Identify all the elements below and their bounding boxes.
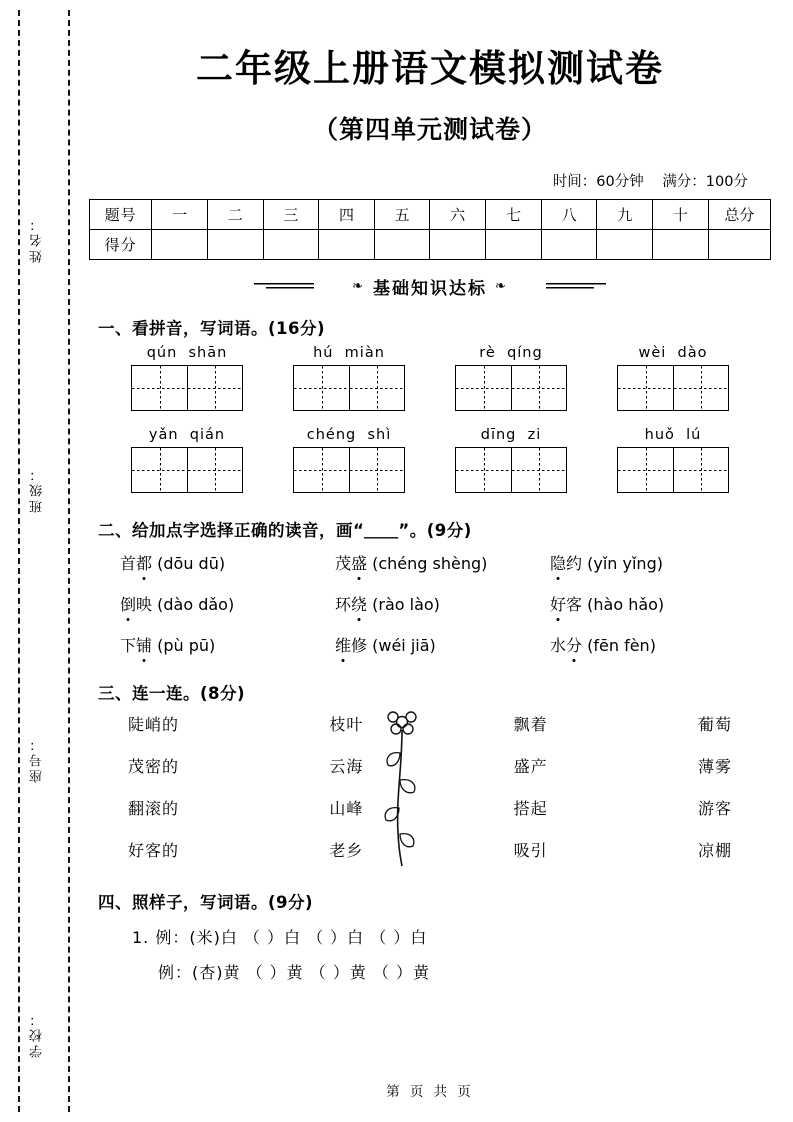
- q2-options: (chéng shèng): [372, 554, 488, 573]
- table-row: [90, 230, 771, 260]
- list-item[interactable]: 吸引: [513, 841, 548, 860]
- q2-choice-2[interactable]: [335, 551, 550, 574]
- q2-word: 水分: [550, 636, 582, 655]
- tianzige-box[interactable]: [617, 365, 729, 411]
- list-item[interactable]: 游客: [697, 799, 732, 818]
- q2-choice-7[interactable]: [120, 633, 335, 656]
- q2-word: 维修: [335, 636, 367, 655]
- score-cell-10[interactable]: [653, 230, 709, 260]
- score-table-col-9: 九: [597, 200, 653, 230]
- banner-deco-right-icon: [516, 282, 606, 291]
- binding-label-name: 姓名：: [30, 215, 45, 263]
- flower-decoration-icon: [372, 708, 432, 868]
- q2-choice-1[interactable]: [120, 551, 335, 574]
- question-3-heading: 三、连一连。(8分): [98, 684, 246, 703]
- pinyin-label: hú miàn: [313, 345, 385, 361]
- score-cell-4[interactable]: [319, 230, 375, 260]
- tianzige-box[interactable]: [293, 447, 405, 493]
- binding-label-seat: 座号：: [30, 735, 45, 783]
- binding-label-group: [22, 10, 66, 1112]
- list-item[interactable]: 陡峭的: [128, 715, 180, 734]
- q2-word: 倒映: [120, 595, 152, 614]
- q2-word: 首都: [120, 554, 152, 573]
- q2-choice-5[interactable]: [335, 592, 550, 615]
- pinyin-label: qún shān: [146, 345, 228, 361]
- tianzige-box[interactable]: [617, 447, 729, 493]
- q3-column-4: [698, 712, 732, 861]
- list-item[interactable]: 搭起: [513, 799, 548, 818]
- pinyin-label: rè qíng: [479, 345, 543, 361]
- score-table: [89, 199, 771, 260]
- score-table-col-5: 五: [374, 200, 430, 230]
- q3-column-2: [329, 712, 363, 861]
- tianzige-box[interactable]: [293, 365, 405, 411]
- banner-deco-left-icon: [254, 282, 344, 291]
- q3-column-1: [128, 712, 179, 861]
- q1-item-6: [293, 427, 405, 493]
- score-cell-1[interactable]: [152, 230, 208, 260]
- exam-page: [80, 0, 780, 1122]
- q4-example-line-1[interactable]: 1. 例：(米)白 （ ）白 （ ）白 （ ）白: [132, 928, 428, 947]
- list-item[interactable]: 飘着: [513, 715, 548, 734]
- q2-word: 茂盛: [335, 554, 367, 573]
- score-table-col-1: 一: [152, 200, 208, 230]
- score-table-col-6: 六: [430, 200, 486, 230]
- q1-item-5: [131, 427, 243, 493]
- score-table-col-2: 二: [207, 200, 263, 230]
- list-item[interactable]: 老乡: [329, 841, 364, 860]
- section-banner: [80, 274, 780, 299]
- full-score-label: 满分：100分: [662, 174, 748, 190]
- score-cell-6[interactable]: [430, 230, 486, 260]
- q1-item-3: [455, 345, 567, 411]
- score-table-col-8: 八: [541, 200, 597, 230]
- q2-options: (dào dǎo): [157, 595, 235, 614]
- score-cell-8[interactable]: [541, 230, 597, 260]
- tianzige-box[interactable]: [455, 365, 567, 411]
- score-table-row-label-score: 得分: [90, 230, 152, 260]
- list-item[interactable]: 云海: [329, 757, 364, 776]
- binding-label-school: 学校：: [30, 1010, 45, 1058]
- q2-word: 环绕: [335, 595, 367, 614]
- list-item[interactable]: 山峰: [329, 799, 364, 818]
- list-item[interactable]: 凉棚: [697, 841, 732, 860]
- table-row: [90, 200, 771, 230]
- q3-column-3: [514, 712, 548, 861]
- page-footer: 第 页 共 页: [386, 1084, 474, 1100]
- pinyin-label: huǒ lú: [644, 427, 702, 443]
- q2-choice-4[interactable]: [120, 592, 335, 615]
- q1-grid-row-1: [80, 345, 780, 411]
- score-table-col-total: 总分: [708, 200, 770, 230]
- q1-grid-row-2: [80, 427, 780, 493]
- list-item[interactable]: 葡萄: [697, 715, 732, 734]
- list-item[interactable]: 茂密的: [128, 757, 180, 776]
- q2-row-2: [120, 592, 780, 615]
- time-label: 时间：60分钟: [552, 174, 644, 190]
- tianzige-box[interactable]: [131, 365, 243, 411]
- leaf-right-icon: ❧: [495, 279, 508, 294]
- score-cell-2[interactable]: [207, 230, 263, 260]
- q4-example-line-2[interactable]: 例：(杏)黄 （ ）黄 （ ）黄 （ ）黄: [158, 963, 431, 982]
- q1-item-8: [617, 427, 729, 493]
- pinyin-label: chéng shì: [306, 427, 392, 443]
- score-table-col-7: 七: [486, 200, 542, 230]
- question-4-heading: 四、照样子，写词语。(9分): [98, 893, 314, 912]
- score-cell-total[interactable]: [708, 230, 770, 260]
- q2-options: (dōu dū): [157, 554, 226, 573]
- q1-item-4: [617, 345, 729, 411]
- q2-options: (fēn fèn): [587, 636, 656, 655]
- list-item[interactable]: 枝叶: [329, 715, 364, 734]
- q1-item-1: [131, 345, 243, 411]
- score-table-col-3: 三: [263, 200, 319, 230]
- binding-label-class: 班级：: [30, 465, 45, 513]
- pinyin-label: dīng zi: [480, 427, 542, 443]
- q2-options: (wéi jiā): [372, 636, 436, 655]
- q2-choice-6[interactable]: [550, 592, 765, 615]
- tianzige-box[interactable]: [131, 447, 243, 493]
- q2-options: (pù pū): [157, 636, 216, 655]
- tianzige-box[interactable]: [455, 447, 567, 493]
- q2-row-3: [120, 633, 780, 656]
- q2-word: 隐约: [550, 554, 582, 573]
- q2-options: (yǐn yǐng): [587, 554, 663, 573]
- q2-options: (rào lào): [372, 595, 440, 614]
- question-2-heading: 二、给加点字选择正确的读音，画“＿＿”。(9分): [98, 521, 472, 540]
- question-1-heading: 一、看拼音，写词语。(16分): [98, 319, 326, 338]
- pinyin-label: yǎn qián: [148, 427, 226, 443]
- list-item[interactable]: 好客的: [128, 841, 180, 860]
- q2-choice-3[interactable]: [550, 551, 765, 574]
- score-cell-3[interactable]: [263, 230, 319, 260]
- page-title: 二年级上册语文模拟测试卷: [196, 47, 664, 90]
- list-item[interactable]: 薄雾: [697, 757, 732, 776]
- q1-item-7: [455, 427, 567, 493]
- list-item[interactable]: 盛产: [513, 757, 548, 776]
- pinyin-label: wèi dào: [638, 345, 708, 361]
- score-table-col-10: 十: [653, 200, 709, 230]
- q3-match-area: [80, 712, 780, 861]
- q2-choice-9[interactable]: [550, 633, 765, 656]
- score-table-row-label: 题号: [90, 200, 152, 230]
- page-subtitle: （第四单元测试卷）: [312, 115, 547, 144]
- score-cell-9[interactable]: [597, 230, 653, 260]
- q1-item-2: [293, 345, 405, 411]
- section-banner-title: 基础知识达标: [373, 279, 487, 299]
- q2-word: 好客: [550, 595, 582, 614]
- score-table-col-4: 四: [319, 200, 375, 230]
- q2-options: (hào hǎo): [587, 595, 665, 614]
- score-cell-5[interactable]: [374, 230, 430, 260]
- list-item[interactable]: 翻滚的: [128, 799, 180, 818]
- leaf-left-icon: ❧: [352, 279, 365, 294]
- exam-meta: [80, 170, 780, 191]
- q2-choice-8[interactable]: [335, 633, 550, 656]
- q2-word: 下铺: [120, 636, 152, 655]
- score-cell-7[interactable]: [486, 230, 542, 260]
- q2-row-1: [120, 551, 780, 574]
